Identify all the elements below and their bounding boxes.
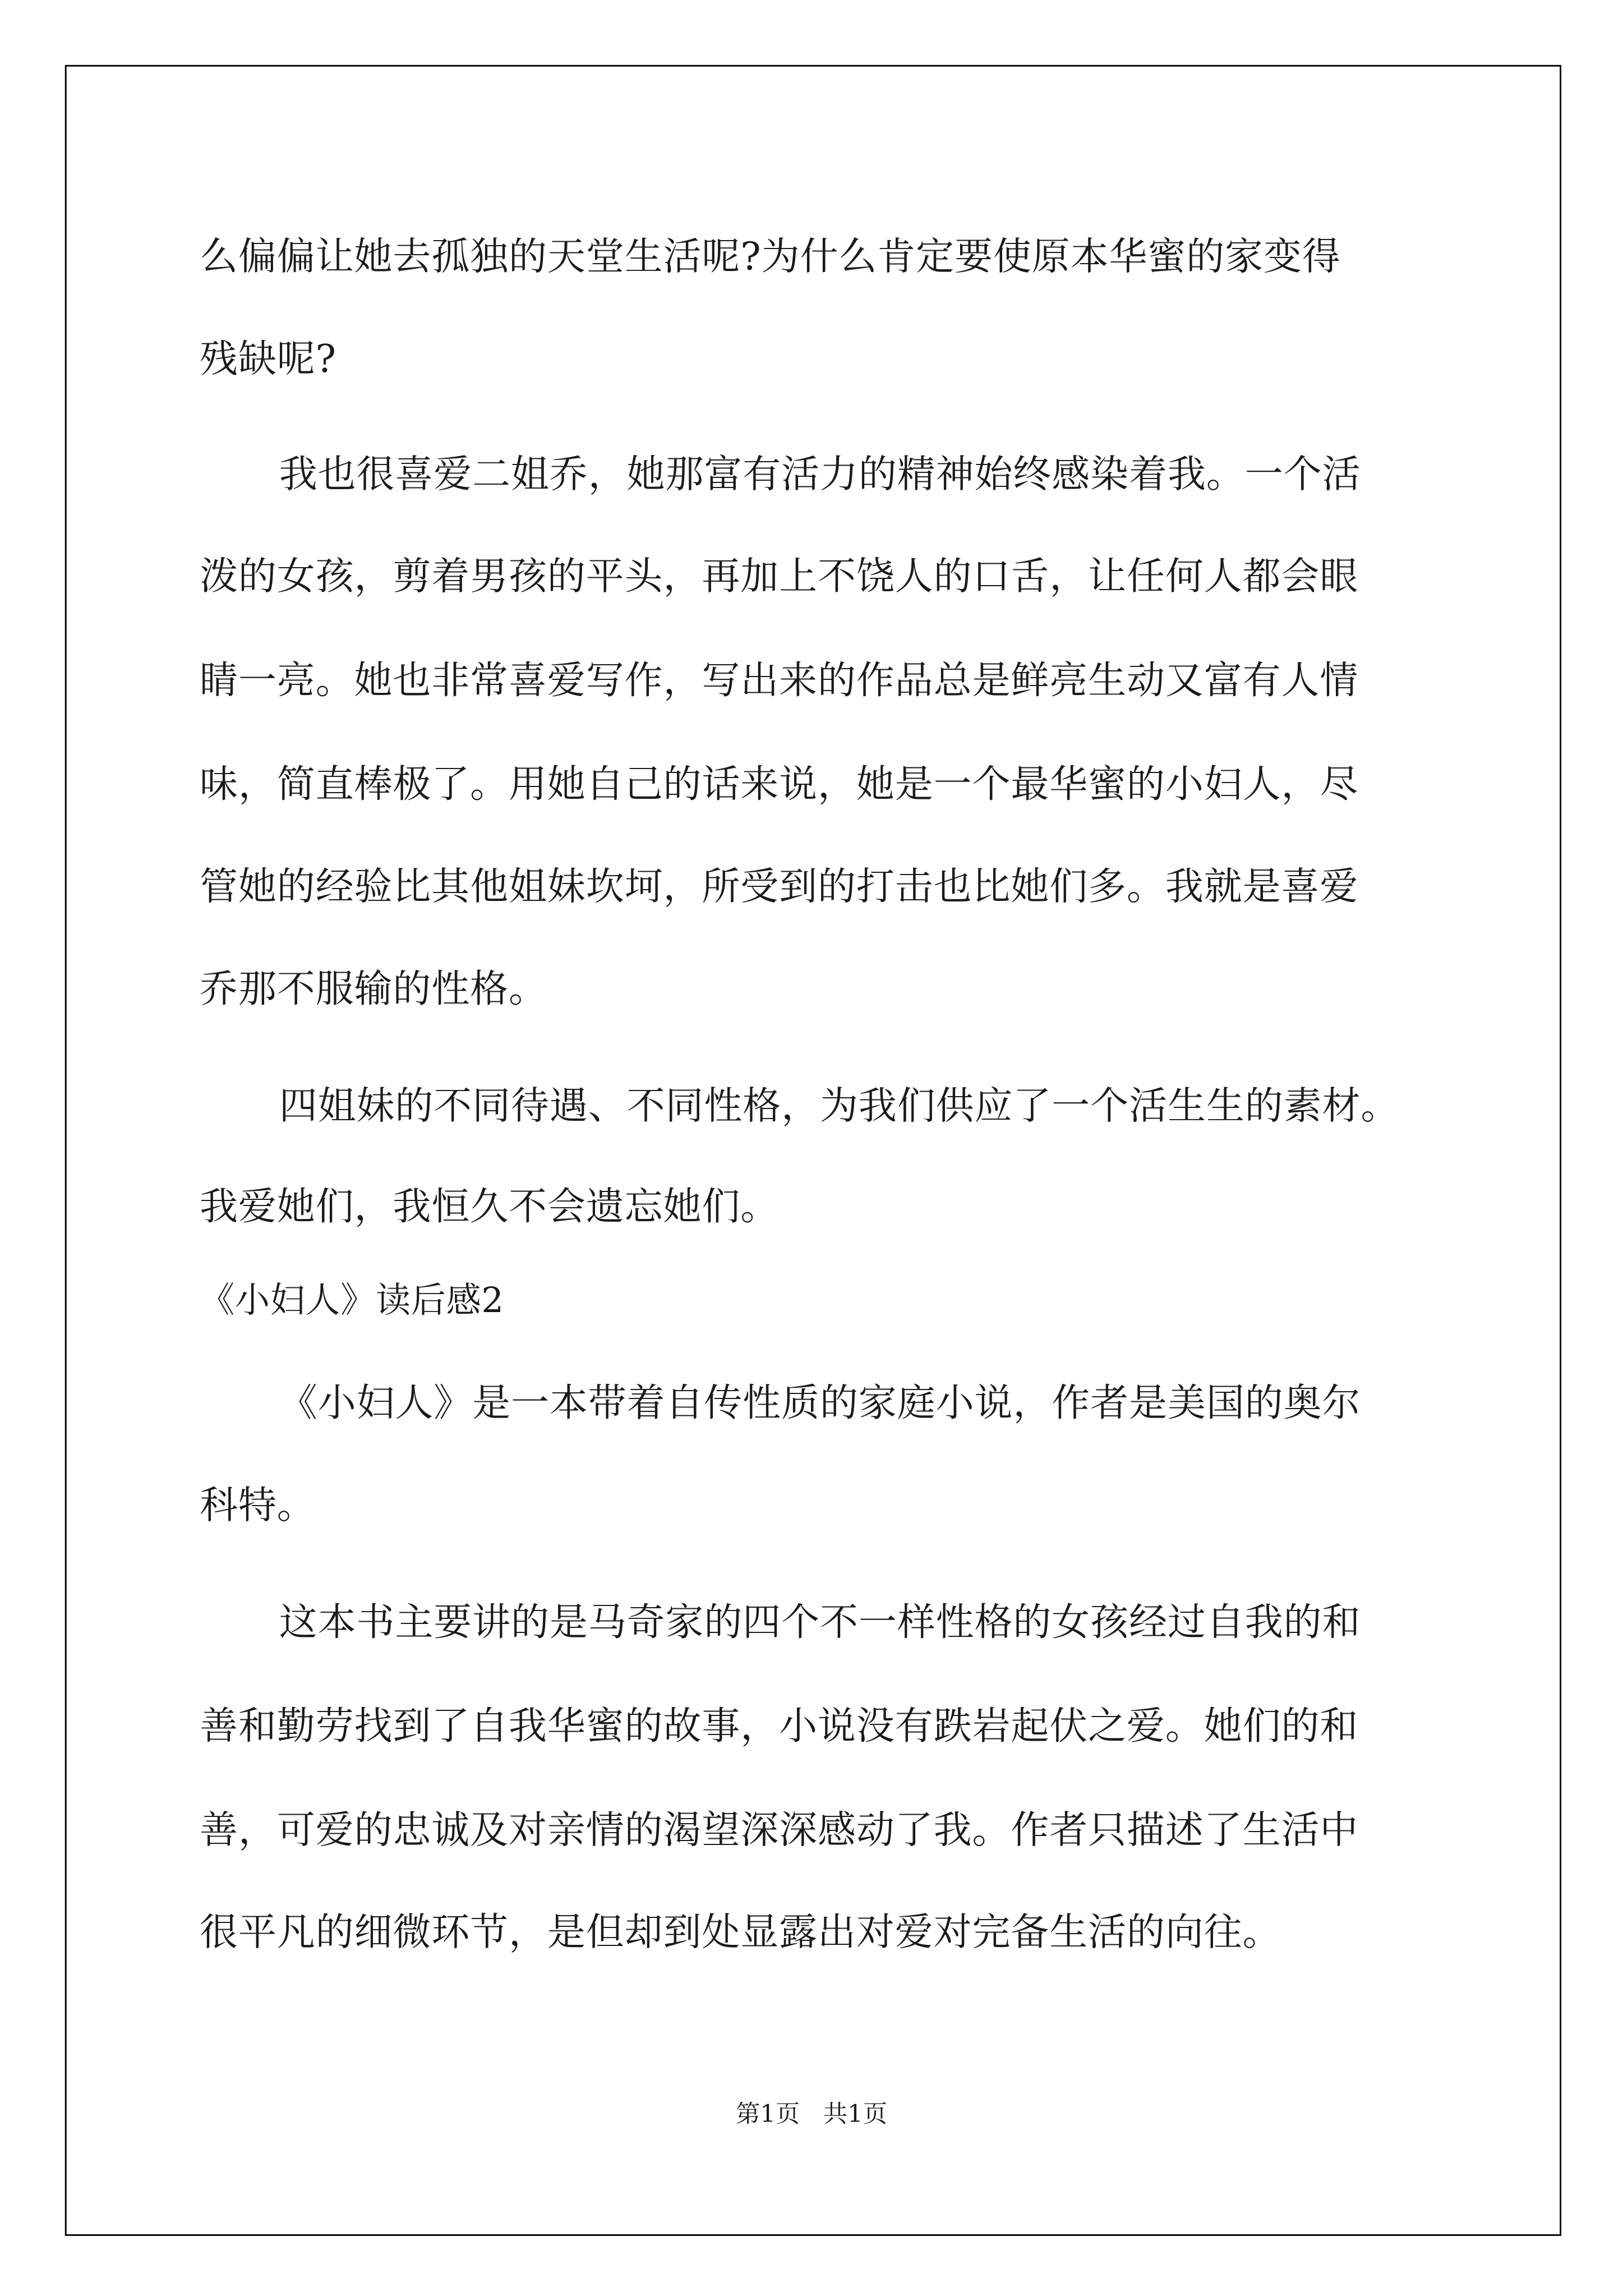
paragraph-line: 四姐妹的不同待遇、不同性格，为我们供应了一个活生生的素材。 bbox=[279, 1083, 1400, 1129]
paragraph-line: 乔那不服输的性格。 bbox=[199, 966, 547, 1012]
paragraph-line: 这本书主要讲的是马奇家的四个不一样性格的女孩经过自我的和 bbox=[279, 1599, 1361, 1645]
paragraph-line: 管她的经验比其他姐妹坎坷，所受到的打击也比她们多。我就是喜爱 bbox=[199, 863, 1359, 909]
paragraph-line: 味，简直棒极了。用她自己的话来说，她是一个最华蜜的小妇人，尽 bbox=[199, 761, 1359, 807]
page-footer bbox=[0, 2098, 1623, 2131]
section-heading: 《小妇人》读后感2 bbox=[199, 1281, 504, 1322]
paragraph-line: 科特。 bbox=[199, 1482, 316, 1528]
paragraph-line: 善和勤劳找到了自我华蜜的故事，小说没有跌岩起伏之爱。她们的和 bbox=[199, 1703, 1359, 1749]
paragraph-line: 很平凡的细微环节，是但却到处显露出对爱对完备生活的向往。 bbox=[199, 1910, 1281, 1955]
paragraph-line: 我爱她们，我恒久不会遗忘她们。 bbox=[199, 1184, 780, 1230]
paragraph-line: 睛一亮。她也非常喜爱写作，写出来的作品总是鲜亮生动又富有人情 bbox=[199, 657, 1359, 703]
paragraph-line: 我也很喜爱二姐乔，她那富有活力的精神始终感染着我。一个活 bbox=[279, 451, 1361, 497]
paragraph-line: 《小妇人》是一本带着自传性质的家庭小说，作者是美国的奥尔 bbox=[279, 1380, 1361, 1426]
page-total: 共1页 bbox=[823, 2099, 888, 2129]
paragraph-line: 么偏偏让她去孤独的天堂生活呢?为什么肯定要使原本华蜜的家变得 bbox=[199, 233, 1341, 279]
paragraph-line: 残缺呢? bbox=[199, 336, 336, 382]
paragraph-line: 善，可爱的忠诚及对亲情的渴望深深感动了我。作者只描述了生活中 bbox=[199, 1807, 1359, 1853]
paragraph-line: 泼的女孩，剪着男孩的平头，再加上不饶人的口舌，让任何人都会眼 bbox=[199, 554, 1359, 600]
page-number: 第1页 bbox=[735, 2099, 800, 2129]
